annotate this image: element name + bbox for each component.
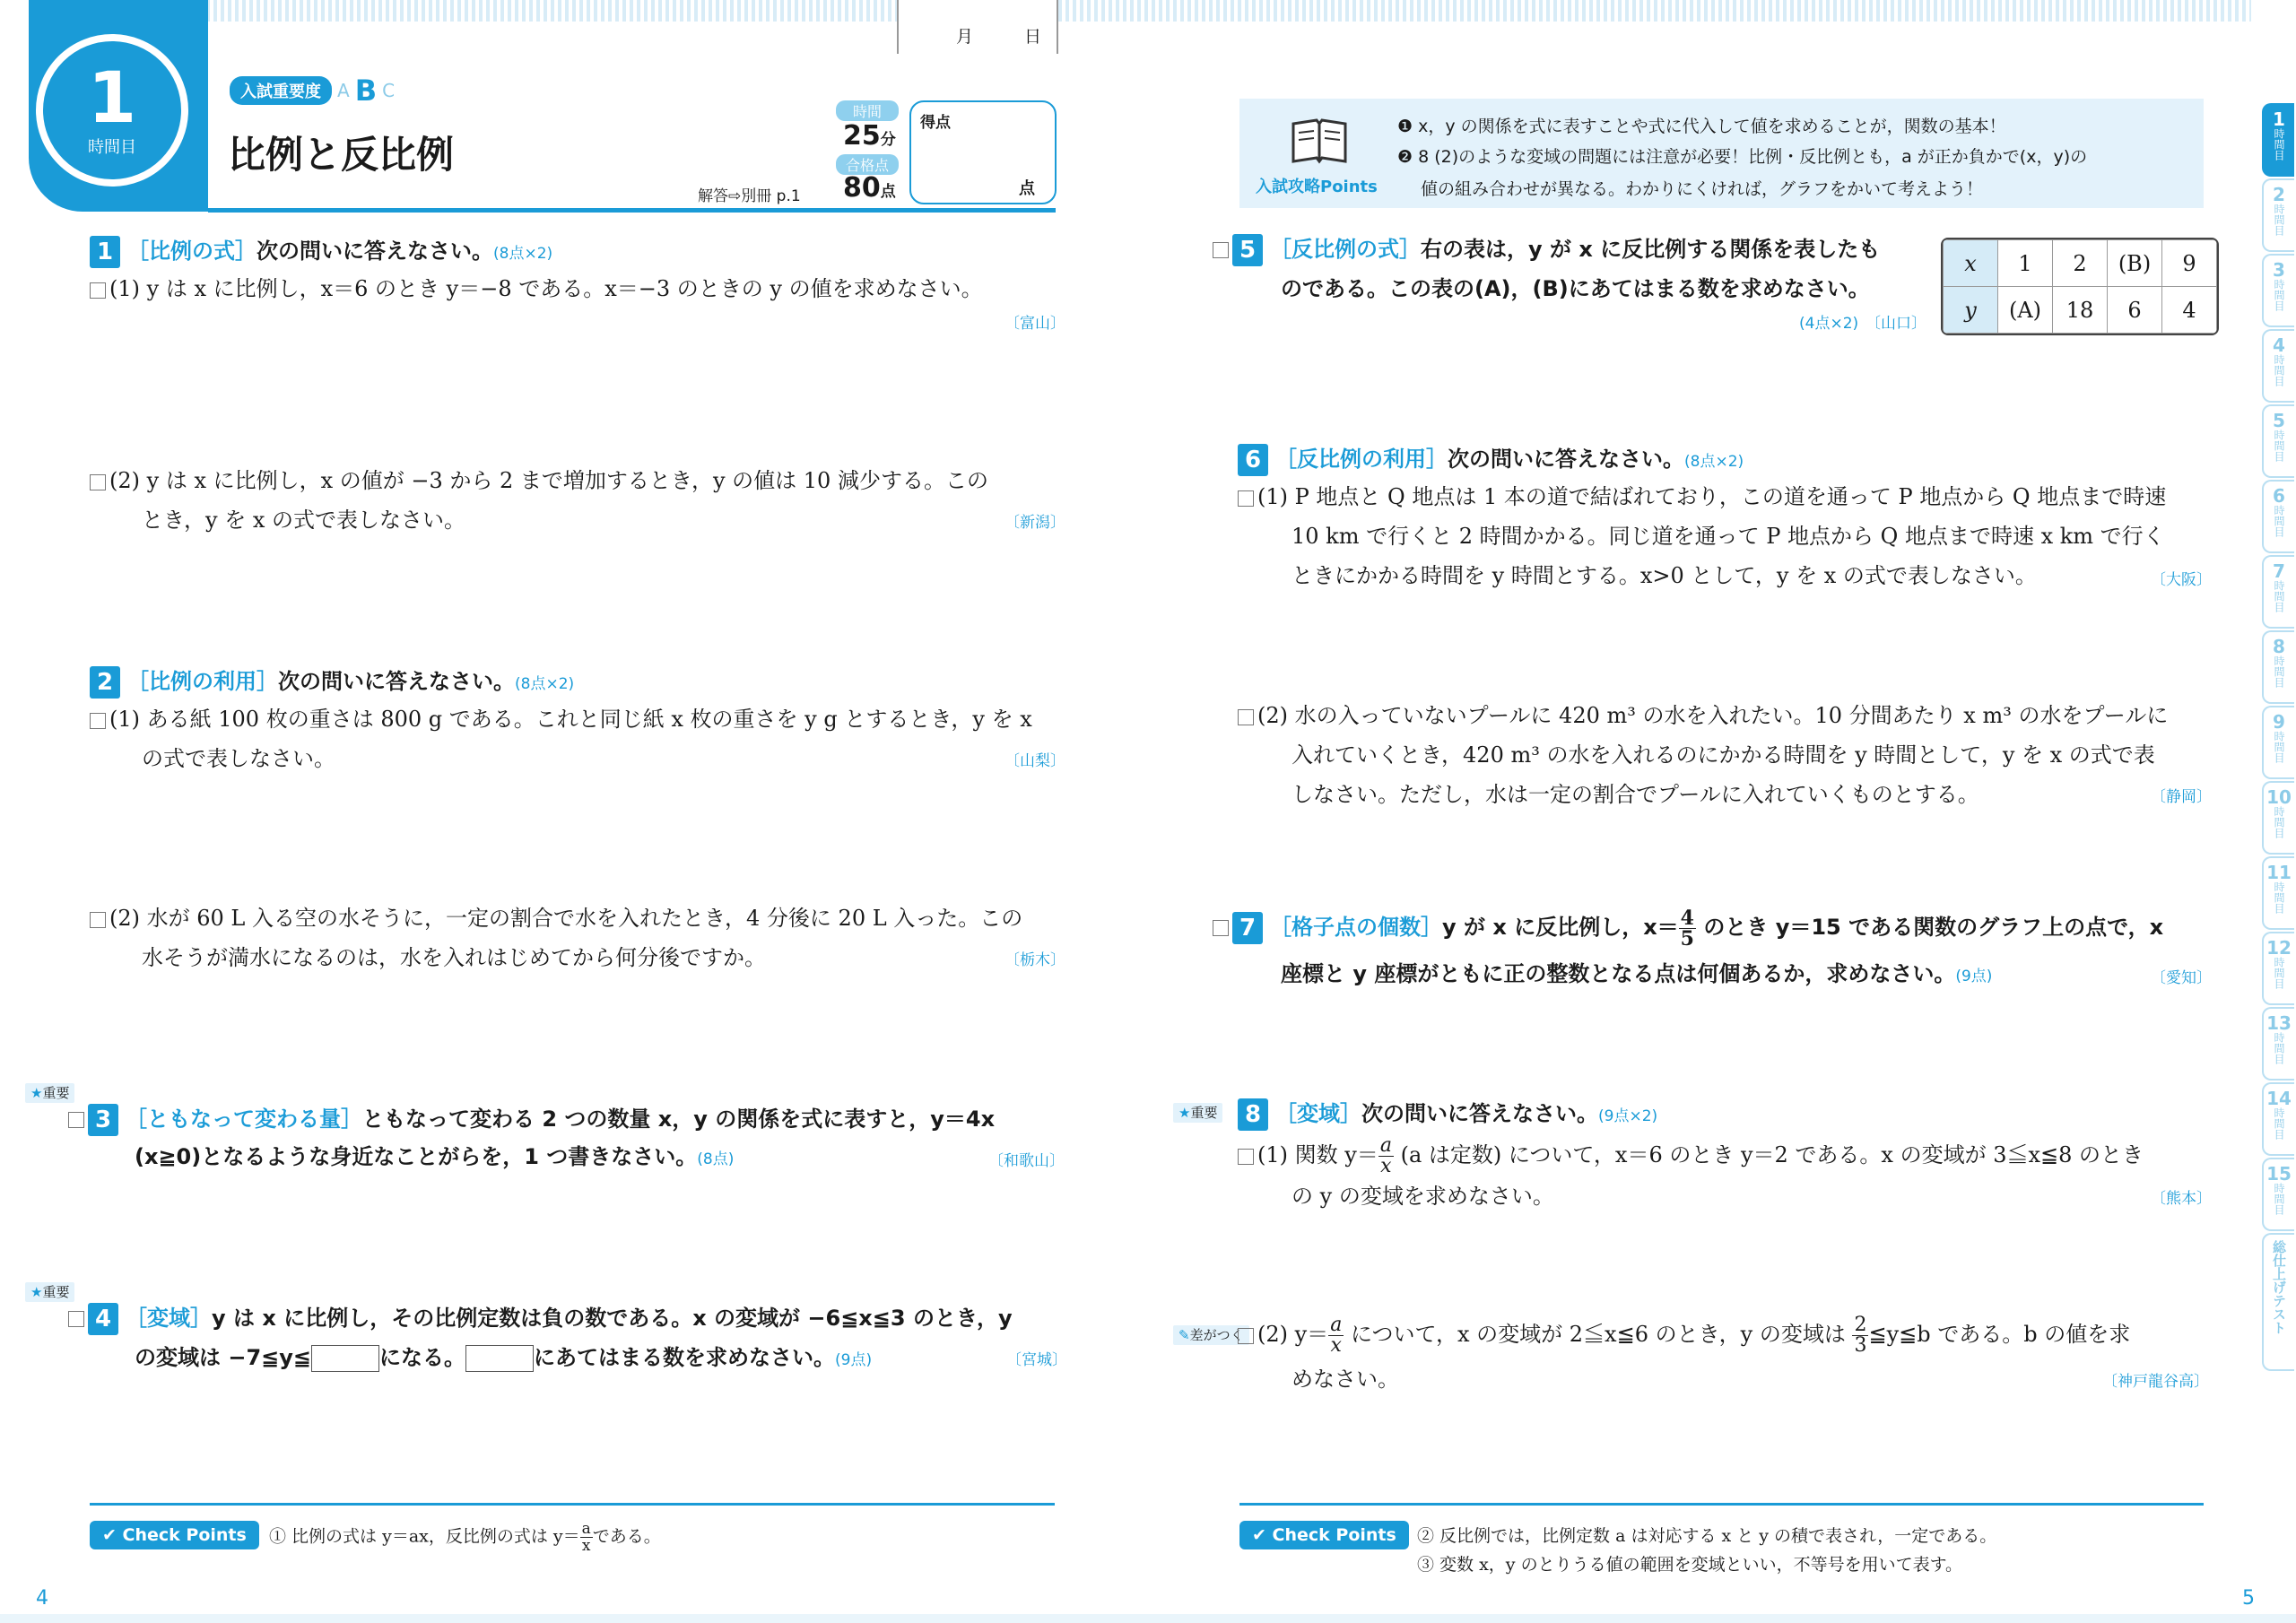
page-number-left: 4: [36, 1587, 48, 1610]
side-tab-unit: 時間目: [2273, 731, 2285, 763]
check-points-badge-right: [1239, 1521, 1409, 1549]
q3-source: 〔和歌山〕: [988, 1152, 1065, 1170]
lesson-number: 1: [87, 58, 137, 139]
q8-p2-text-b: めなさい。: [1292, 1367, 1399, 1392]
side-tab-5[interactable]: [2262, 404, 2294, 478]
q8-p2-source: 〔神戸龍谷高〕: [2102, 1373, 2209, 1391]
q2-part2: [90, 898, 1022, 938]
q2-heading: [90, 662, 574, 704]
side-tab-unit: 時間目: [2273, 655, 2285, 688]
side-tab-13[interactable]: [2262, 1007, 2294, 1081]
q4-source: 〔宮城〕: [1006, 1351, 1067, 1369]
q1-title: ［比例の式］: [127, 239, 257, 264]
q2-p2-source: 〔栃木〕: [1004, 951, 1065, 969]
q7-title: ［格子点の個数］: [1270, 915, 1442, 940]
checkbox[interactable]: [1238, 1328, 1254, 1344]
side-tab-2[interactable]: [2262, 178, 2294, 252]
q5-table-wrap: [1941, 238, 2219, 335]
points-icon-label: 入試攻略Points: [1256, 178, 1378, 196]
side-tab-1[interactable]: [2262, 103, 2294, 177]
q8-important-tag: [1173, 1103, 1222, 1123]
side-tab-number: 7: [2273, 560, 2285, 582]
side-tab-number: 15: [2266, 1163, 2292, 1185]
q8-points: (9点×2): [1598, 1107, 1658, 1125]
q8-p1-frac-n: a: [1379, 1134, 1392, 1157]
time-value: [843, 120, 896, 152]
q5-y-4: 4: [2162, 287, 2217, 334]
q2-title: ［比例の利用］: [127, 669, 278, 694]
side-tab-unit: 時間目: [2273, 1107, 2285, 1140]
side-tab-unit: 時間目: [2273, 1183, 2285, 1215]
side-tab-9[interactable]: [2262, 706, 2294, 779]
q3-points: (8点): [697, 1150, 735, 1168]
star-icon: ★: [1178, 1105, 1191, 1121]
q5-points: (4点×2): [1799, 315, 1859, 333]
check-left-text: [269, 1521, 661, 1554]
q5-x-0: x: [1944, 240, 1998, 287]
q1-points: (8点×2): [493, 245, 553, 263]
q6-p1-text-c: ときにかかる時間を y 時間とする。x>0 として，y を x の式で表しなさい。: [1292, 563, 2037, 588]
side-tab-number: 6: [2273, 485, 2285, 507]
q8-part2: [1238, 1315, 2130, 1356]
points-line3: 値の組み合わせが異なる。わかりにくければ，グラフをかいて考えよう！: [1421, 179, 1984, 199]
q1-part1: [90, 269, 983, 308]
time-unit: 分: [880, 131, 896, 149]
q8-heading: [1238, 1094, 1657, 1136]
q1-p2-text-b: とき，y を x の式で表しなさい。: [142, 508, 466, 533]
q2-p1-text-b: の式で表しなさい。: [142, 746, 335, 771]
date-month: 月: [956, 27, 974, 47]
q5-text-b: のである。この表の(A)，(B)にあてはまる数を求めなさい。: [1281, 276, 1870, 301]
points-line2: ❷ 8 (2)のような変域の問題には注意が必要！比例・反比例とも，a が正か負かで(x，y)の: [1397, 147, 2088, 167]
answer-blank[interactable]: [311, 1345, 379, 1372]
side-tab-unit: 時間目: [2273, 580, 2285, 612]
checkbox[interactable]: [1238, 490, 1254, 507]
checkbox[interactable]: [68, 1311, 84, 1327]
side-tab-number: 3: [2273, 259, 2285, 281]
q2-p1-text-a: (1) ある紙 100 枚の重さは 800 g である。これと同じ紙 x 枚の重さを y g とするとき，y を x: [109, 707, 1032, 732]
q8-p2-text-a2: について，x の変域が 2≦x≦6 のとき，y の変域は: [1350, 1322, 1846, 1347]
check-left-frac-n: a: [581, 1520, 591, 1538]
star-icon: ★: [30, 1284, 43, 1300]
importance-label: 入試重要度: [230, 76, 332, 105]
check-divider-left: [90, 1503, 1055, 1506]
side-tab-unit: 時間目: [2273, 881, 2285, 914]
side-tab-unit: 時間目: [2273, 128, 2285, 161]
q5-source: 〔山口〕: [1866, 315, 1926, 333]
check-icon: ✔: [102, 1525, 123, 1545]
checkbox[interactable]: [90, 912, 106, 928]
pass-label: 合格点: [836, 154, 899, 175]
q6-part1: [1238, 477, 2166, 516]
q8-p2-frac2-d: 3: [1854, 1334, 1867, 1357]
side-tab-number: 総仕上げテスト: [2271, 1240, 2287, 1334]
side-tab-10[interactable]: [2262, 781, 2294, 855]
date-day: 日: [1024, 27, 1042, 47]
q8-p2-frac2-n: 2: [1854, 1314, 1867, 1336]
q6-p1-source: 〔大阪〕: [2151, 571, 2212, 589]
q5-x-3: (B): [2108, 240, 2162, 287]
checkbox[interactable]: [1213, 920, 1229, 936]
q5-x-2: 2: [2053, 240, 2108, 287]
grade-b: B: [354, 74, 378, 108]
side-tab-8[interactable]: [2262, 630, 2294, 704]
side-tab-number: 10: [2266, 786, 2292, 808]
side-tab-unit: 時間目: [2273, 430, 2285, 462]
book-icon: [1290, 115, 1349, 170]
q8-p2-frac-n: a: [1330, 1314, 1343, 1336]
q4-text-b3: にあてはまる数を求めなさい。: [534, 1345, 836, 1370]
top-band-right: [1058, 0, 2251, 22]
score-label: 得点: [920, 114, 951, 132]
page-title: 比例と反比例: [228, 133, 455, 177]
side-tab-4[interactable]: [2262, 329, 2294, 403]
q3-tag-label: 重要: [42, 1085, 70, 1101]
q5-line1: [1213, 230, 1880, 269]
grade-c: C: [382, 80, 396, 101]
q8-p1-source: 〔熊本〕: [2151, 1190, 2212, 1208]
time-label: 時間: [836, 100, 899, 121]
side-tab-number: 11: [2266, 862, 2292, 883]
q6-number: 6: [1238, 444, 1268, 476]
check-icon: ✔: [1252, 1525, 1273, 1545]
side-tab-unit: 時間目: [2273, 957, 2285, 989]
check-left-1: ① 比例の式は y＝ax，反比例の式は y＝: [269, 1526, 580, 1547]
checkbox[interactable]: [68, 1112, 84, 1128]
side-tab-number: 4: [2273, 334, 2285, 356]
side-tab-16[interactable]: [2262, 1233, 2294, 1371]
q7-text-a2: のとき y＝15 である関数のグラフ上の点で，x: [1703, 915, 2164, 940]
q8-tag2-label: 差がつく: [1189, 1327, 1244, 1343]
side-tab-number: 1: [2273, 108, 2285, 130]
check-right-1: ② 反比例では，比例定数 a は対応する x と y の積で表され，一定である。: [1417, 1526, 1997, 1546]
pencil-icon: ✎: [1178, 1327, 1190, 1343]
q2-number: 2: [90, 666, 120, 699]
q2-p2-text-b: 水そうが満水になるのは，水を入れはじめてから何分後ですか。: [142, 945, 766, 970]
top-band-left: [206, 0, 897, 22]
answer-ref: 解答⇨別冊 p.1: [698, 187, 801, 205]
q8-text: 次の問いに答えなさい。: [1361, 1101, 1598, 1126]
q7-frac-n: 4: [1680, 906, 1694, 930]
side-tab-number: 9: [2273, 711, 2285, 733]
q6-p2-text-c: しなさい。ただし，水は一定の割合でプールに入れていくものとする。: [1292, 782, 1979, 807]
q1-p1-text: (1) y は x に比例し，x＝6 のとき y＝−8 である。x＝−3 のときの y の値を求めなさい。: [109, 276, 983, 301]
time-number: 25: [843, 120, 881, 152]
q1-text: 次の問いに答えなさい。: [257, 239, 493, 264]
q3-line1: [68, 1099, 995, 1139]
q5-y-2: 18: [2053, 287, 2108, 334]
star-icon: ★: [30, 1085, 43, 1101]
q5-x-4: 9: [2162, 240, 2217, 287]
q5-x-1: 1: [1998, 240, 2053, 287]
check-left-2: である。: [592, 1526, 661, 1547]
q7-line2: [1281, 954, 1992, 996]
q8-p2-text-a1: (2) y＝: [1257, 1322, 1329, 1347]
side-tab-number: 8: [2273, 636, 2285, 657]
checkbox[interactable]: [90, 282, 106, 299]
q2-text: 次の問いに答えなさい。: [278, 669, 515, 694]
q3-text-b: (x≧0)となるような身近なことがらを，1 つ書きなさい。: [135, 1144, 698, 1169]
q4-text-b1: の変域は −7≦y≦: [135, 1345, 312, 1370]
checkbox[interactable]: [1238, 1149, 1254, 1165]
check-left-frac-d: x: [581, 1537, 591, 1555]
importance-badge: [230, 74, 395, 108]
q1-p2-text-a: (2) y は x に比例し，x の値が −3 から 2 まで増加するとき，y の値は 10 減少する。この: [109, 468, 988, 493]
q1-p1-source: 〔富山〕: [1004, 315, 1065, 333]
side-tab-12[interactable]: [2262, 932, 2294, 1005]
q2-p2-text-a: (2) 水が 60 L 入る空の水そうに，一定の割合で水を入れたとき，4 分後に 20 L 入った。この: [109, 906, 1023, 931]
q5-y-0: y: [1944, 287, 1998, 334]
pass-value: [843, 172, 896, 204]
side-tab-unit: 時間目: [2273, 204, 2285, 236]
q3-text-a: ともなって変わる 2 つの数量 x，y の関係を式に表すと，y＝4x: [362, 1107, 996, 1132]
side-tab-number: 2: [2273, 184, 2285, 205]
q2-part1: [90, 699, 1032, 739]
side-tab-number: 12: [2266, 937, 2292, 959]
q6-p2-text-b: 入れていくとき，420 m³ の水を入れるのにかかる時間を y 時間として，y を x の式で表: [1292, 742, 2155, 768]
q6-heading: [1238, 439, 1744, 482]
side-tab-unit: 時間目: [2273, 1032, 2285, 1064]
q1-number: 1: [90, 236, 120, 268]
q6-p2-source: 〔静岡〕: [2151, 788, 2212, 806]
checkbox[interactable]: [1238, 709, 1254, 725]
q6-text: 次の問いに答えなさい。: [1448, 447, 1684, 472]
side-tab-unit: 時間目: [2273, 505, 2285, 537]
side-tab-number: 14: [2266, 1088, 2292, 1109]
points-line1: ❶ x，y の関係を式に表すことや式に代入して値を求めることが，関数の基本！: [1397, 117, 2006, 136]
bottom-band: [0, 1614, 2296, 1623]
side-tab-unit: 時間目: [2273, 354, 2285, 386]
q6-p1-text-a: (1) P 地点と Q 地点は 1 本の道で結ばれており，この道を通って P 地点から Q 地点まで時速: [1257, 484, 2167, 509]
page-number-right: 5: [2242, 1587, 2255, 1610]
lesson-unit: 時間目: [88, 138, 136, 157]
lesson-badge-circle: [36, 34, 188, 187]
pass-number: 80: [843, 172, 881, 204]
side-tab-3[interactable]: [2262, 254, 2294, 327]
q1-part2: [90, 461, 988, 500]
q4-number: 4: [88, 1303, 118, 1335]
check-points-badge-left: [90, 1521, 259, 1549]
q5-title: ［反比例の式］: [1270, 237, 1421, 262]
q8-p2-text-a3: ≦y≦b である。b の値を求: [1868, 1322, 2131, 1347]
checkbox[interactable]: [90, 713, 106, 729]
q6-p2-text-a: (2) 水の入っていないプールに 420 m³ の水を入れたい。10 分間あたり x m³ の水をプールに: [1257, 703, 2169, 728]
q5-text-a: 右の表は，y が x に反比例する関係を表したも: [1421, 237, 1881, 262]
q7-frac-d: 5: [1680, 926, 1694, 950]
q7-number: 7: [1232, 912, 1263, 944]
q8-tag-label: 重要: [1190, 1105, 1218, 1121]
q8-part1: [1238, 1135, 2144, 1176]
q6-part2: [1238, 696, 2168, 735]
q8-p1-text-a2: (a は定数) について，x＝6 のとき y＝2 である。x の変域が 3≦x≦8 のとき: [1400, 1142, 2144, 1167]
q2-points: (8点×2): [515, 675, 575, 693]
checkbox[interactable]: [1213, 242, 1229, 258]
answer-blank[interactable]: [465, 1345, 534, 1372]
q4-points: (9点): [835, 1351, 873, 1369]
q5-y-1: (A): [1998, 287, 2053, 334]
q4-line2: [135, 1338, 872, 1380]
table-row: [1944, 287, 2217, 334]
side-tab-unit: 時間目: [2273, 279, 2285, 311]
check-divider-right: [1239, 1503, 2204, 1506]
checkbox[interactable]: [90, 474, 106, 490]
side-tab-14[interactable]: [2262, 1082, 2294, 1156]
q7-text-b: 座標と y 座標がともに正の整数となる点は何個あるか，求めなさい。: [1281, 961, 1956, 986]
q4-text-a: y は x に比例し，その比例定数は負の数である。x の変域が −6≦x≦3 のとき，y: [212, 1306, 1013, 1331]
pass-unit: 点: [880, 183, 896, 201]
q8-title: ［変域］: [1275, 1101, 1361, 1126]
q5-y-3: 6: [2108, 287, 2162, 334]
side-tab-number: 5: [2273, 410, 2285, 431]
q6-p1-text-b: 10 km で行くと 2 時間かかる。同じ道を通って P 地点から Q 地点まで時速 x km で行く: [1292, 524, 2165, 549]
side-tab-15[interactable]: [2262, 1158, 2294, 1231]
q1-p2-source: 〔新潟〕: [1004, 514, 1065, 532]
q7-source: 〔愛知〕: [2151, 969, 2212, 987]
q4-title: ［変域］: [126, 1306, 212, 1331]
q4-tag-label: 重要: [42, 1284, 70, 1300]
q8-p1-text-b: の y の変域を求めなさい。: [1292, 1184, 1554, 1209]
q3-line2: [135, 1137, 734, 1179]
q6-points: (8点×2): [1684, 453, 1744, 471]
q7-text-a1: y が x に反比例し，x＝: [1442, 915, 1679, 940]
q7-points: (9点): [1955, 968, 1993, 985]
grade-a: A: [337, 80, 350, 101]
table-row: [1944, 240, 2217, 287]
check-label-left: Check Points: [122, 1525, 247, 1545]
q2-p1-source: 〔山梨〕: [1004, 752, 1065, 770]
side-tab-unit: 時間目: [2273, 806, 2285, 838]
side-tab-11[interactable]: [2262, 856, 2294, 930]
q5-table: [1943, 239, 2217, 334]
q4-text-b2: になる。: [379, 1345, 466, 1370]
q8-p1-frac-d: x: [1380, 1155, 1392, 1177]
q5-number: 5: [1232, 234, 1263, 266]
q3-title: ［ともなって変わる量］: [126, 1107, 362, 1132]
check-label-right: Check Points: [1272, 1525, 1396, 1545]
q8-p1-text-a1: (1) 関数 y＝: [1257, 1142, 1378, 1167]
q8-number: 8: [1238, 1098, 1268, 1131]
q3-number: 3: [88, 1104, 118, 1136]
q6-title: ［反比例の利用］: [1275, 447, 1448, 472]
check-right-2: ③ 変数 x，y のとりうる値の範囲を変域といい，不等号を用いて表す。: [1417, 1555, 1963, 1575]
q4-line1: [68, 1298, 1013, 1338]
title-underline: [208, 208, 1056, 213]
q8-p2-frac-d: x: [1330, 1334, 1342, 1357]
side-tab-7[interactable]: [2262, 555, 2294, 629]
q7-line1: [1213, 907, 2163, 949]
side-tab-6[interactable]: [2262, 480, 2294, 553]
score-unit: 点: [1019, 179, 1035, 198]
side-tab-number: 13: [2266, 1012, 2292, 1034]
q1-heading: [90, 231, 552, 273]
